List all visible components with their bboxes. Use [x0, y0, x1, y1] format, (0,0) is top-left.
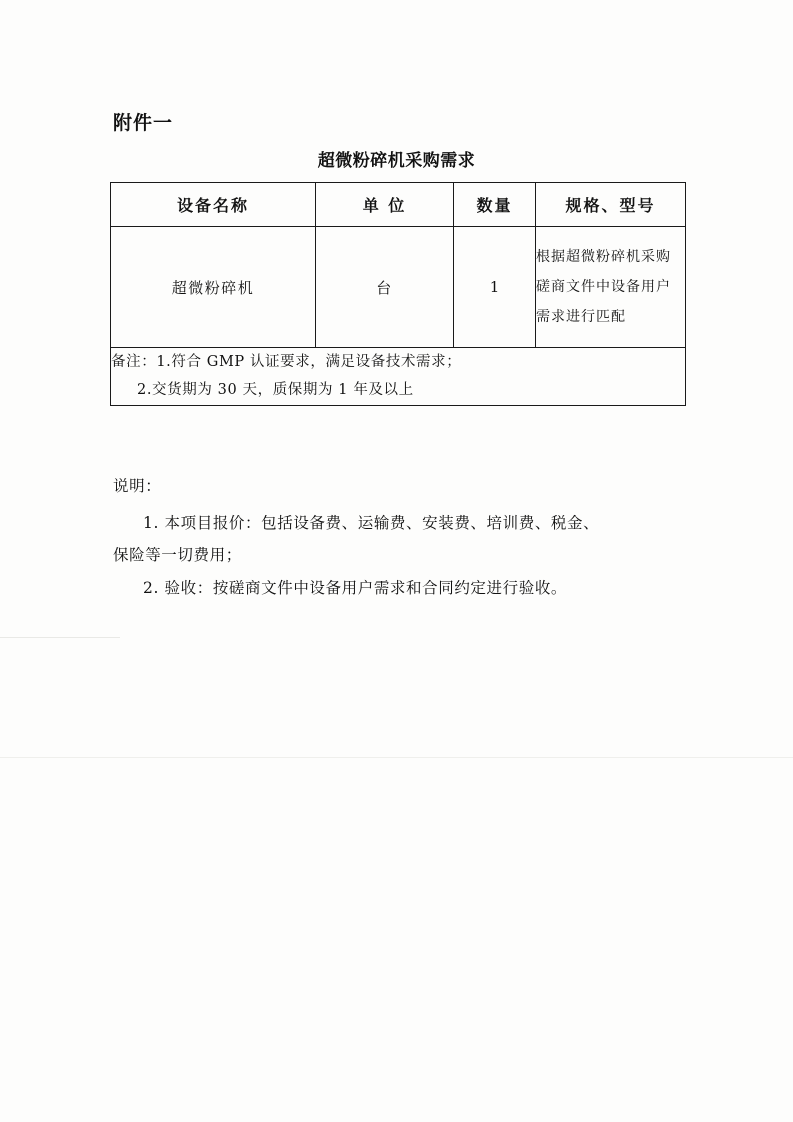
attachment-label: 附件一: [113, 112, 174, 134]
explanation-item-2: 2. 验收：按磋商文件中设备用户需求和合同约定进行验收。: [143, 578, 568, 597]
explanation-heading: 说明：: [113, 477, 162, 495]
column-header-equipment-name: 设备名称: [111, 183, 316, 227]
remarks-line-2: 2.交货期为 30 天，质保期为 1 年及以上: [137, 382, 414, 399]
remarks-line-1: 1.符合 GMP 认证要求，满足设备技术需求；: [156, 354, 462, 370]
cell-quantity: 1: [454, 227, 536, 348]
table-header-row: [111, 183, 686, 227]
scan-artifact-line: [0, 757, 793, 758]
column-header-quantity: 数量: [454, 183, 536, 227]
table-note-row: [111, 348, 686, 406]
page-title: 超微粉碎机采购需求: [317, 151, 476, 171]
column-header-unit: 单 位: [316, 183, 454, 227]
cell-equipment-name: 超微粉碎机: [111, 227, 316, 348]
explanation-section: [113, 470, 693, 604]
table-row: [111, 227, 686, 348]
remarks-label: 备注：: [111, 354, 157, 370]
procurement-requirement-table: [110, 182, 686, 406]
cell-unit: 台: [316, 227, 454, 348]
explanation-item-1-line-2: 保险等一切费用；: [113, 546, 242, 565]
cell-specification: 根据超微粉碎机采购磋商文件中设备用户需求进行匹配: [536, 227, 686, 348]
explanation-item-1-line-1: 1. 本项目报价：包括设备费、运输费、安装费、培训费、税金、: [143, 513, 600, 532]
cell-remarks: [111, 348, 686, 406]
scan-artifact-line: [0, 637, 120, 638]
column-header-specification: 规格、型号: [536, 183, 686, 227]
